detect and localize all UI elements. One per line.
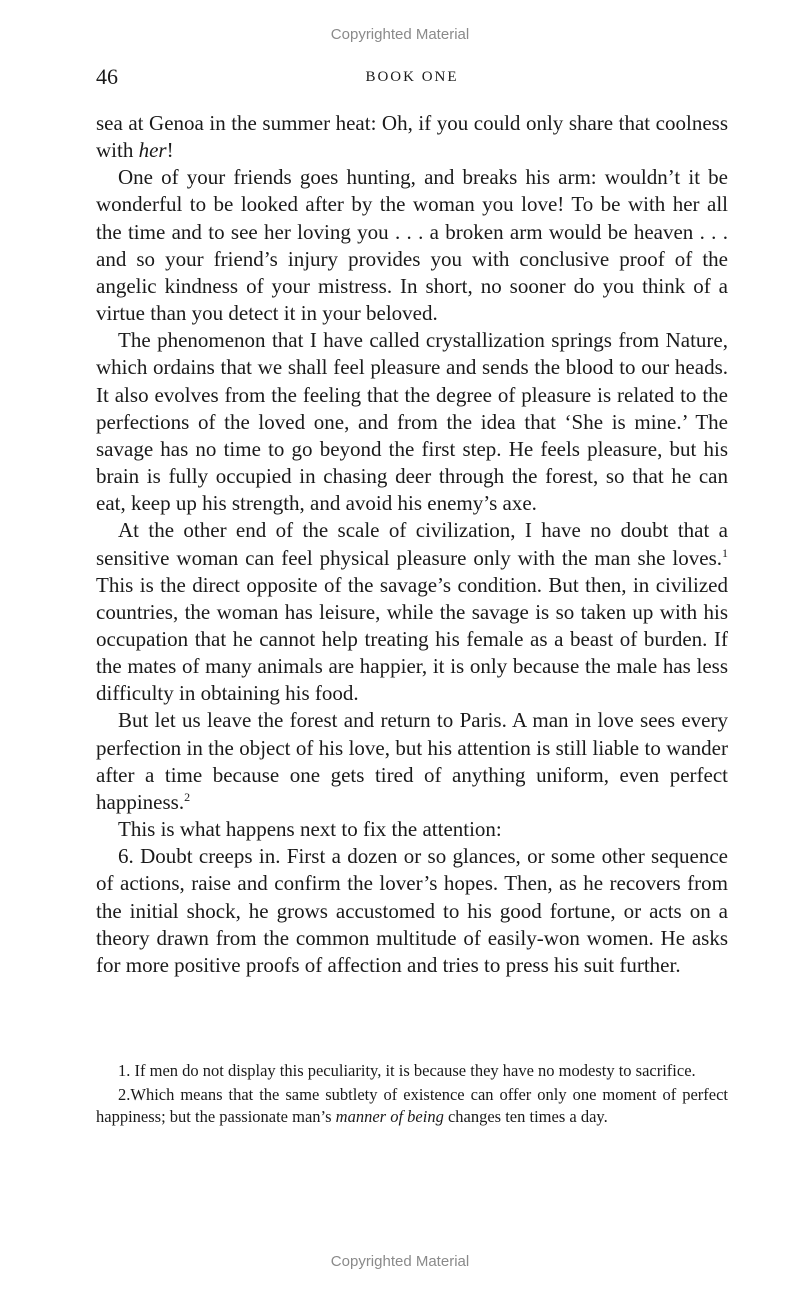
- emphasis: manner of being: [335, 1107, 444, 1126]
- paragraph: But let us leave the forest and return to Paris. A man in love sees every perfection in the object of his love, but his attention is still liable to wander after a time because one gets tired of anything uniform, even perfect happiness.$^2$: [96, 708, 728, 814]
- paragraph: sea at Genoa in the summer heat: Oh, if you could only share that coolness with her!: [96, 111, 728, 163]
- footnote-1: 1. If men do not display this peculiarity, it is because they have no modesty to sacrifice.: [118, 1061, 696, 1080]
- copyright-watermark-top: Copyrighted Material: [330, 26, 470, 43]
- paragraph: The phenomenon that I have called crystallization springs from Nature, which ordains that we shall feel pleasure and sends the blood to our heads. It also evolves from the feeling that the degree of pleasure is related to the perfections of the loved one, and from the idea that ‘She is mine.’ The savage has no time to go beyond the first step. He feels pleasure, but his brain is fully occupied in chasing deer through the forest, so that he can eat, keep up his strength, and avoid his enemy’s axe.: [96, 328, 728, 516]
- paragraph: This is what happens next to fix the attention:: [118, 817, 502, 842]
- footnote-ref-1: 1: [722, 545, 728, 560]
- footnotes: [96, 1060, 728, 1130]
- book-title: BOOK ONE: [365, 69, 459, 85]
- paragraph: 6. Doubt creeps in. First a dozen or so glances, or some other sequence of actions, raise and confirm the lover’s hopes. Then, as he recovers from the initial shock, he grows accustomed to his good fortune, or acts on a theory drawn from the common multitude of easily-won women. He asks for more positive proofs of affection and tries to press his suit further.: [96, 844, 728, 977]
- footnote-ref-2: 2: [184, 789, 191, 804]
- emphasis: her: [138, 138, 167, 163]
- footnote-2: 2.Which means that the same subtlety of existence can offer only one moment of perfect happiness; but the passionate man’s manner of being changes ten times a day.: [96, 1085, 728, 1126]
- copyright-watermark-bottom: Copyrighted Material: [330, 1253, 470, 1270]
- page-number: 46: [96, 64, 118, 89]
- main-text: [96, 110, 728, 979]
- paragraph: One of your friends goes hunting, and breaks his arm: wouldn’t it be wonderful to be looked after by the woman you love! To be with her all the time and to see her loving you . . . a broken arm would be heaven . . . and so your friend’s injury provides you with conclusive proof of the angelic kindness of your mistress. In short, no sooner do you think of a virtue than you detect it in your beloved.: [96, 165, 728, 326]
- paragraph: At the other end of the scale of civilization, I have no doubt that a sensitive woman can feel physical pleasure only with the man she loves.$^1$ This is the direct opposite of the savage’s condition. But then, in civilized countries, the woman has leisure, while the savage is so taken up with his occupation that he cannot help treating his female as a beast of burden. If the mates of many animals are happier, it is only because the male has less difficulty in obtaining his food.: [96, 518, 728, 706]
- running-head: [96, 64, 728, 94]
